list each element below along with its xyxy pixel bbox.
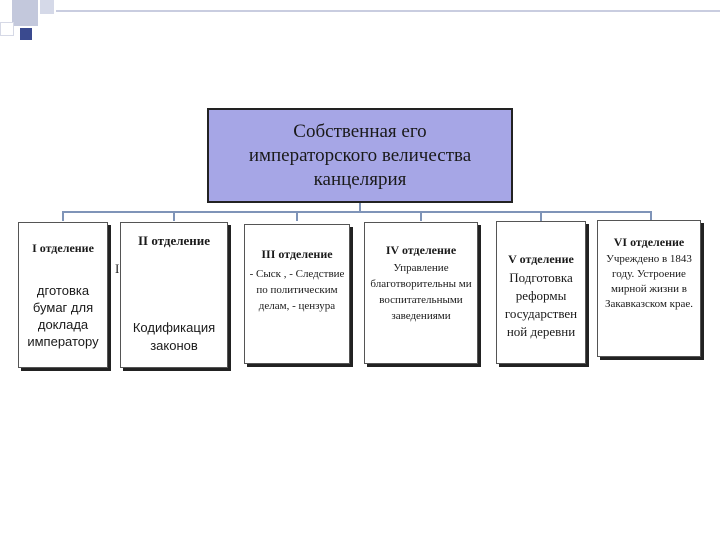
decor-square-dark bbox=[20, 28, 32, 40]
department-1-box bbox=[18, 222, 108, 368]
department-5-description: Подготовка реформы государствен ной деревни bbox=[504, 270, 578, 339]
department-2-text-fragment: I bbox=[115, 261, 120, 276]
decor-square-large bbox=[12, 0, 38, 26]
department-4-box bbox=[364, 222, 478, 364]
department-4-title: IV отделение bbox=[385, 243, 457, 257]
chancellery-title-line-2: императорского величества bbox=[248, 144, 472, 166]
department-5-title: V отделение bbox=[508, 252, 574, 266]
chancellery-title-line-3: канцелярия bbox=[313, 168, 407, 190]
department-4-description: Управление благотворительны ми воспитательными заведениями bbox=[370, 262, 472, 322]
department-3-description: - Сыск , - Следствие по политическим делам, - цензура bbox=[249, 268, 345, 312]
connector-drop-5 bbox=[540, 212, 542, 221]
decor-square-outline bbox=[0, 22, 14, 36]
department-6-box bbox=[597, 220, 701, 357]
department-2-description: Кодификация законов bbox=[132, 320, 216, 353]
connector-drop-1 bbox=[62, 212, 64, 221]
chancellery-title-line-1: Собственная его bbox=[293, 120, 427, 142]
department-1-description: дготовка бумаг для доклада императору bbox=[27, 283, 99, 349]
department-3-box bbox=[244, 224, 350, 364]
connector-drop-2 bbox=[173, 212, 175, 221]
department-2-box bbox=[120, 222, 228, 368]
connector-drop-4 bbox=[420, 212, 422, 221]
decor-square-small bbox=[40, 0, 54, 14]
department-5-box bbox=[496, 221, 586, 364]
department-6-description: Учреждено в 1843 году. Устроение мирной жизни в Закавказском крае. bbox=[604, 253, 694, 310]
department-6-title: VI отделение bbox=[613, 235, 685, 249]
department-3-title: III отделение bbox=[261, 247, 333, 261]
decor-top-line bbox=[56, 10, 720, 12]
department-2-title: II отделение bbox=[137, 233, 211, 248]
department-1-title: I отделение bbox=[32, 241, 94, 255]
chancellery-title bbox=[249, 120, 471, 192]
connector-bus bbox=[62, 211, 652, 213]
connector-drop-3 bbox=[296, 212, 298, 221]
chancellery-box bbox=[207, 108, 513, 203]
